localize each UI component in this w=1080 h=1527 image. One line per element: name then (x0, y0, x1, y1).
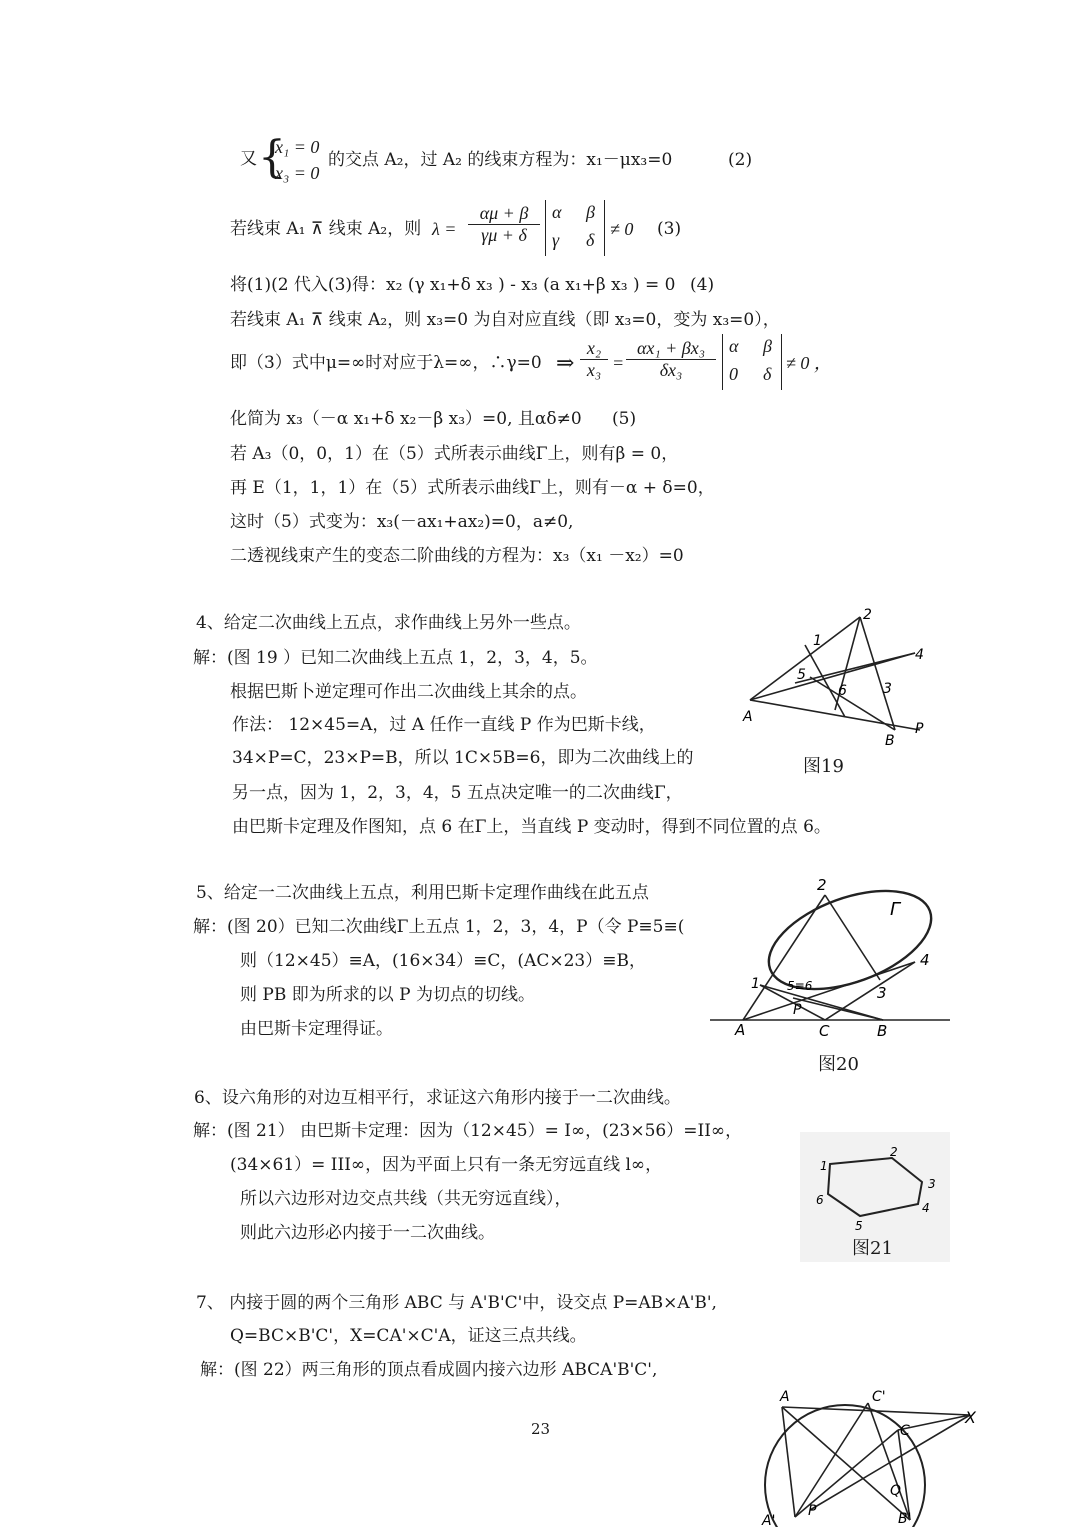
determinant-3 (545, 200, 605, 256)
fig19-label-3: 3 (883, 681, 892, 697)
fig20-label-3: 3 (877, 984, 887, 1002)
text-you: 又 (240, 149, 257, 169)
fig19-label-5: 5 (797, 667, 806, 683)
eq-number-5: (5) (612, 409, 637, 429)
x3: x₃ (586, 360, 602, 380)
fig19-label-2: 2 (863, 607, 872, 623)
fig20-label-4: 4 (920, 951, 930, 969)
fig20-label-1: 1 (751, 976, 760, 992)
problem-6-line-3: 所以六边形对边交点共线（共无穷远直线）， (240, 1189, 572, 1209)
det-d: δ (763, 364, 772, 384)
fig19-label-6: 6 (838, 683, 847, 699)
line-system (240, 148, 257, 170)
problem-4-title: 4、给定二次曲线上五点，求作曲线上另外一些点。 (196, 613, 581, 633)
lambda-fraction (468, 203, 540, 246)
line-3: 将(1)(2 代入(3)得：x₂ (γ x₁+δ x₃ ) - x₃ (a x₁+β x₃ ) = 0 (230, 275, 676, 295)
det-b: β (763, 336, 772, 356)
det-d: δ (586, 230, 595, 250)
figure-19-caption: 图19 (803, 756, 844, 777)
ratio-denominator: δx₃ (659, 360, 683, 380)
problem-7-title: 7、 内接于圆的两个三角形 ABC 与 A'B'C'中，设交点 P=AB×A'B', (196, 1293, 717, 1313)
figure-22 (750, 1385, 990, 1527)
fig22-label-x: X (965, 1408, 976, 1427)
problem-6-line-1: 解：(图 21） 由巴斯卡定理：因为（12×45）= I∞，(23×56）=II∞， (193, 1121, 743, 1141)
problem-6-title: 6、设六角形的对边互相平行，求证这六角形内接于一二次曲线。 (194, 1088, 681, 1108)
problem-5-line-3: 则 PB 即为所求的以 P 为切点的切线。 (240, 985, 535, 1005)
ratio-numerator: αx₁ + βx₃ (626, 338, 716, 360)
fig21-label-1: 1 (820, 1159, 828, 1173)
line-2-text: 若线束 A₁ ⊼ 线束 A₂，则 (230, 219, 422, 239)
line-10: 二透视线束产生的变态二阶曲线的方程为：x₃（x₁ －x₂）=0 (230, 546, 684, 566)
det-a: α (552, 202, 562, 222)
line-5-text: 即（3）式中μ=∞时对应于λ=∞，∴γ=0 (230, 353, 542, 373)
fig20-label-b: B (877, 1022, 888, 1040)
line-8: 再 E（1，1，1）在（5）式所表示曲线Γ上，则有－α + δ=0， (230, 478, 715, 498)
problem-5-title: 5、给定一二次曲线上五点，利用巴斯卡定理作曲线在此五点 (196, 883, 649, 903)
fig20-label-c: C (819, 1022, 830, 1040)
lambda-eq: λ = (432, 219, 457, 239)
figure-20-caption: 图20 (818, 1054, 859, 1075)
fig22-label-b-prime: B' (898, 1511, 912, 1527)
not-equal-zero-2: ≠ 0 ， (786, 353, 832, 373)
det-c: γ (552, 230, 560, 250)
line-1-text: 的交点 A₂，过 A₂ 的线束方程为：x₁－μx₃=0 (328, 150, 673, 170)
fig22-label-a-prime: A' (762, 1513, 776, 1527)
determinant-5 (722, 334, 782, 390)
det-a: α (729, 336, 739, 356)
eq-number-4: (4) (690, 275, 715, 295)
fig21-label-3: 3 (928, 1177, 936, 1191)
fig21-label-5: 5 (855, 1219, 863, 1233)
line-4: 若线束 A₁ ⊼ 线束 A₂，则 x₃=0 为自对应直线（即 x₃=0，变为 x₃=0）， (230, 310, 780, 330)
fig21-label-2: 2 (890, 1145, 898, 1159)
fig19-label-4: 4 (915, 647, 924, 663)
fraction-denominator: γμ + δ (481, 225, 527, 245)
fig20-label-56: 5≡6 (787, 979, 813, 993)
implies-arrow: ⇒ (556, 350, 575, 375)
problem-6-line-2: (34×61）= III∞，因为平面上只有一条无穷远直线 l∞， (230, 1155, 663, 1175)
problem-7-line-1: Q=BC×B'C'，X=CA'×C'A，证这三点共线。 (230, 1326, 587, 1346)
figure-19 (735, 605, 945, 765)
fig22-label-p: P (808, 1503, 817, 1519)
problem-4-line-6: 由巴斯卡定理及作图知，点 6 在Γ上，当直线 P 变动时，得到不同位置的点 6。 (232, 817, 831, 837)
problem-4-line-3: 作法： 12×45=A，过 A 任作一直线 P 作为巴斯卡线， (232, 715, 656, 735)
figure-21-caption: 图21 (852, 1238, 893, 1259)
fig20-label-p: P (793, 1002, 802, 1018)
line-6: 化简为 x₃（－α x₁+δ x₂－β x₃）=0, 且αδ≠0 (230, 409, 582, 429)
problem-5-line-1: 解：(图 20）已知二次曲线Γ上五点 1，2，3，4，P（令 P≡5≡( (193, 917, 685, 937)
fig21-label-6: 6 (816, 1193, 824, 1207)
fig22-label-q: Q (890, 1483, 902, 1499)
eq-number-2: (2) (728, 150, 753, 170)
problem-4-line-2: 根据巴斯卜逆定理可作出二次曲线上其余的点。 (230, 682, 587, 702)
fig22-label-a: A (780, 1389, 790, 1405)
problem-7-line-2: 解：(图 22）两三角形的顶点看成圆内接六边形 ABCA'B'C', (200, 1360, 658, 1380)
system-top: x₁ = 0 (275, 137, 320, 157)
fig20-label-gamma: Γ (890, 899, 901, 920)
eq-number-3: (3) (657, 219, 682, 239)
det-c: 0 (729, 364, 738, 384)
fig19-label-b: B (885, 733, 895, 749)
x2: x₂ (580, 338, 608, 360)
system-bottom: x₃ = 0 (275, 163, 320, 183)
equals-sign: = (612, 353, 625, 373)
problem-4-line-1: 解：(图 19 ）已知二次曲线上五点 1，2，3，4，5。 (193, 648, 598, 668)
fig21-label-4: 4 (922, 1201, 930, 1215)
problem-4-line-4: 34×P=C，23×P=B，所以 1C×5B=6，即为二次曲线上的 (232, 748, 694, 768)
fig22-label-c-prime: C' (872, 1389, 886, 1405)
fraction-numerator: αμ + β (468, 203, 540, 225)
problem-6-line-4: 则此六边形必内接于一二次曲线。 (240, 1223, 495, 1243)
line-7: 若 A₃（0，0，1）在（5）式所表示曲线Γ上，则有β = 0， (230, 444, 679, 464)
fig22-label-c: C (900, 1423, 910, 1439)
det-b: β (586, 202, 595, 222)
fig19-label-a: A (743, 709, 753, 725)
problem-5-line-2: 则（12×45）≡A，(16×34）≡C，(AC×23）≡B， (240, 951, 646, 971)
problem-5-line-4: 由巴斯卡定理得证。 (240, 1019, 393, 1039)
fig19-label-1: 1 (813, 633, 822, 649)
ratio-fraction (626, 338, 716, 381)
not-equal-zero: ≠ 0 (610, 219, 634, 239)
fig20-label-2: 2 (817, 876, 827, 894)
fig19-label-p: P (915, 721, 924, 737)
figure-20 (705, 870, 955, 1040)
page-number: 23 (531, 1420, 551, 1438)
left-brace: { (258, 132, 286, 183)
x2-over-x3 (580, 338, 608, 381)
fig20-label-a: A (735, 1021, 746, 1039)
line-9: 这时（5）式变为：x₃(－ax₁+ax₂)=0，a≠0, (230, 512, 574, 532)
problem-4-line-5: 另一点，因为 1，2，3，4，5 五点决定唯一的二次曲线Γ， (232, 783, 683, 803)
